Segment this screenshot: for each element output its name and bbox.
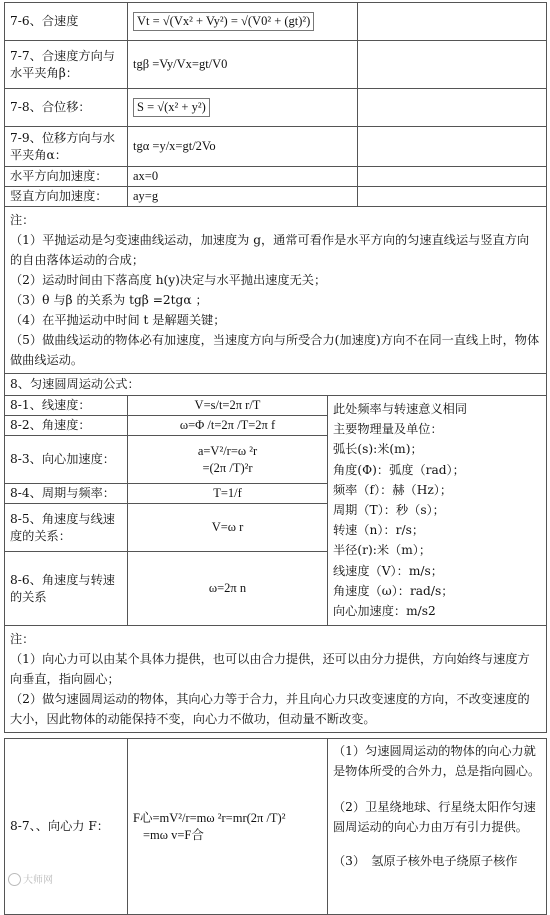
formula-line: a=V²/r=ω ²r bbox=[197, 443, 258, 458]
row-formula: tgα =y/x=gt/2Vo bbox=[128, 127, 358, 167]
row-label: 竖直方向加速度： bbox=[5, 187, 128, 207]
empty-cell bbox=[358, 89, 547, 127]
formula-line: F心=mV²/r=mω ²r=mr(2π /T)² bbox=[133, 810, 286, 825]
note-item: （1）向心力可以由某个具体力提供，也可以由合力提供，还可以由分力提供，方向始终与速度方向垂直，指向圆心； bbox=[10, 652, 530, 686]
table-row bbox=[5, 3, 547, 41]
note-item: （1）匀速圆周运动的物体的向心力就是物体所受的合外力，总是指向圆心。 bbox=[333, 744, 541, 778]
watermark-text: 大师网 bbox=[23, 874, 53, 886]
row-label: 8-5、角速度与线速度的关系： bbox=[5, 504, 128, 552]
empty-cell bbox=[358, 167, 547, 187]
table-row bbox=[5, 187, 547, 207]
section-title: 8、匀速圆周运动公式： bbox=[5, 374, 547, 396]
note-item: （2）运动时间由下落高度 h(y)决定与水平抛出速度无关； bbox=[10, 273, 327, 287]
boxed-formula: S = √(x² + y²) bbox=[133, 98, 210, 117]
force-notes bbox=[328, 739, 547, 915]
row-label: 8-4、周期与频率： bbox=[5, 484, 128, 504]
units-line: 向心加速度：m/s2 bbox=[333, 604, 436, 619]
note-item: （5）做曲线运动的物体必有加速度，当速度方向与所受合力(加速度)方向不在同一直线上时，物体做曲线运动。 bbox=[10, 333, 540, 367]
row-formula: ω=Φ /t=2π /T=2π f bbox=[128, 416, 328, 436]
row-label: 7-8、合位移： bbox=[5, 89, 128, 127]
row-formula bbox=[128, 436, 328, 484]
circular-motion-table bbox=[4, 395, 547, 733]
row-label: 7-7、合速度方向与水平夹角β： bbox=[5, 41, 128, 89]
units-line: 弧长(s):米(m)； bbox=[333, 442, 423, 457]
projectile-table bbox=[4, 2, 547, 396]
row-label: 8-2、角速度： bbox=[5, 416, 128, 436]
table-row bbox=[5, 127, 547, 167]
notes-title: 注： bbox=[10, 213, 35, 227]
section-title-row bbox=[5, 374, 547, 396]
row-formula: ay=g bbox=[128, 187, 358, 207]
watermark-logo-icon bbox=[8, 873, 21, 886]
row-label: 8-6、角速度与转速的关系 bbox=[5, 552, 128, 626]
units-line: 角速度（ω）：rad/s； bbox=[333, 583, 454, 598]
row-formula: V=s/t=2π r/T bbox=[128, 396, 328, 416]
row-label: 7-9、位移方向与水平夹角α： bbox=[5, 127, 128, 167]
watermark bbox=[8, 871, 53, 887]
boxed-formula: Vt = √(Vx² + Vy²) = √(V0² + (gt)²) bbox=[133, 12, 314, 31]
row-formula bbox=[128, 89, 358, 127]
units-line: 角度(Φ)：弧度（rad）； bbox=[333, 462, 465, 477]
centripetal-force-table bbox=[4, 738, 547, 915]
row-label: 8-3、向心加速度： bbox=[5, 436, 128, 484]
formula-line: =(2π /T)²r bbox=[202, 460, 253, 475]
units-line: 转速（n）：r/s； bbox=[333, 523, 425, 538]
notes-block bbox=[5, 207, 547, 374]
note-item: （2）做匀速圆周运动的物体，其向心力等于合力，并且向心力只改变速度的方向，不改变速度的大小，因此物体的动能保持不变，向心力不做功，但动量不断改变。 bbox=[10, 692, 530, 726]
table-row bbox=[5, 89, 547, 127]
notes-row bbox=[5, 626, 547, 733]
empty-cell bbox=[358, 187, 547, 207]
row-formula: tgβ =Vy/Vx=gt/V0 bbox=[128, 41, 358, 89]
row-label: 水平方向加速度： bbox=[5, 167, 128, 187]
notes-title: 注： bbox=[10, 632, 35, 646]
document-page bbox=[4, 2, 546, 915]
table-row bbox=[5, 41, 547, 89]
units-cell bbox=[328, 396, 547, 626]
note-item: （4）在平抛运动中时间 t 是解题关键； bbox=[10, 313, 226, 327]
row-label: 8-1、线速度： bbox=[5, 396, 128, 416]
note-item: （3） 氢原子核外电子绕原子核作 bbox=[333, 854, 518, 868]
units-line: 周期（T）：秒（s）； bbox=[333, 503, 445, 518]
empty-cell bbox=[358, 41, 547, 89]
note-item: （3）θ 与β 的关系为 tgβ =2tgα ； bbox=[10, 293, 208, 307]
row-formula: ax=0 bbox=[128, 167, 358, 187]
empty-cell bbox=[358, 3, 547, 41]
units-line: 此处频率与转速意义相同 bbox=[333, 402, 468, 416]
note-item: （1）平抛运动是匀变速曲线运动，加速度为 g，通常可看作是水平方向的匀速直线运与竖直方向的自由落体运动的合成； bbox=[10, 233, 530, 267]
row-formula: ω=2π n bbox=[128, 552, 328, 626]
notes-block bbox=[5, 626, 547, 733]
table-row bbox=[5, 396, 547, 416]
units-line: 半径(r):米（m）； bbox=[333, 543, 432, 558]
row-formula bbox=[128, 3, 358, 41]
units-line: 频率（f）：赫（Hz）； bbox=[333, 482, 453, 497]
row-label: 7-6、合速度 bbox=[5, 3, 128, 41]
table-row bbox=[5, 167, 547, 187]
formula-line: =mω v=F合 bbox=[143, 827, 204, 842]
row-formula: V=ω r bbox=[128, 504, 328, 552]
empty-cell bbox=[358, 127, 547, 167]
table-row bbox=[5, 739, 547, 915]
row-formula bbox=[128, 739, 328, 915]
notes-row bbox=[5, 207, 547, 374]
note-item: （2）卫星绕地球、行星绕太阳作匀速圆周运动的向心力由万有引力提供。 bbox=[333, 800, 536, 834]
row-formula: T=1/f bbox=[128, 484, 328, 504]
units-line: 主要物理量及单位： bbox=[333, 422, 443, 437]
units-line: 线速度（V）：m/s； bbox=[333, 563, 443, 578]
row-label: 8-7、、向心力 F： bbox=[5, 739, 128, 915]
